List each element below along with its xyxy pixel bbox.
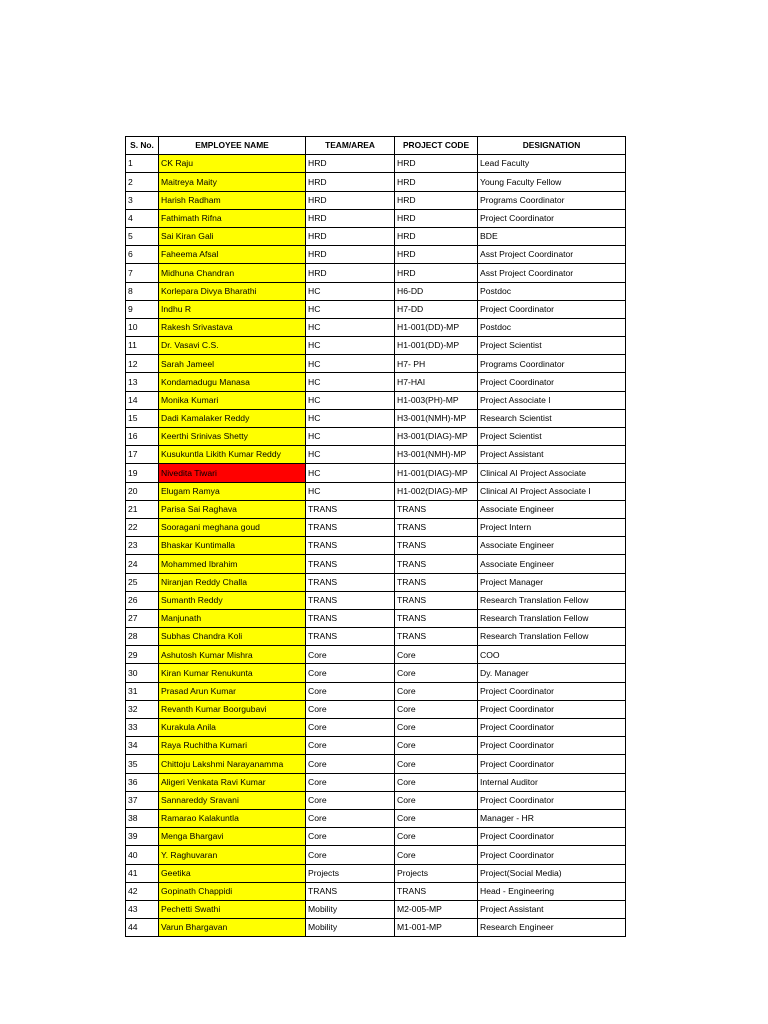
cell-employee-name: Varun Bhargavan (159, 919, 306, 937)
cell-team-area: HRD (306, 155, 395, 173)
cell-employee-name: Monika Kumari (159, 391, 306, 409)
cell-sno: 44 (126, 919, 159, 937)
cell-designation: Asst Project Coordinator (478, 264, 626, 282)
cell-team-area: HRD (306, 227, 395, 245)
cell-team-area: TRANS (306, 555, 395, 573)
cell-team-area: TRANS (306, 609, 395, 627)
cell-sno: 35 (126, 755, 159, 773)
cell-team-area: Core (306, 773, 395, 791)
cell-designation: Project Coordinator (478, 737, 626, 755)
table-row (126, 609, 626, 627)
cell-designation: Clinical AI Project Associate I (478, 482, 626, 500)
cell-project-code: HRD (395, 246, 478, 264)
cell-team-area: HC (306, 355, 395, 373)
cell-designation: Manager - HR (478, 809, 626, 827)
cell-sno: 24 (126, 555, 159, 573)
cell-designation: Associate Engineer (478, 537, 626, 555)
cell-employee-name: Rakesh Srivastava (159, 318, 306, 336)
cell-employee-name: Sarah Jameel (159, 355, 306, 373)
cell-designation: Project Coordinator (478, 700, 626, 718)
cell-sno: 8 (126, 282, 159, 300)
table-row (126, 591, 626, 609)
column-header-team-area: TEAM/AREA (306, 137, 395, 155)
cell-team-area: HC (306, 409, 395, 427)
cell-project-code: H1-001(DD)-MP (395, 318, 478, 336)
cell-employee-name: Menga Bhargavi (159, 828, 306, 846)
table-row (126, 755, 626, 773)
cell-employee-name: CK Raju (159, 155, 306, 173)
cell-employee-name: Keerthi Srinivas Shetty (159, 428, 306, 446)
cell-project-code: HRD (395, 191, 478, 209)
table-row (126, 246, 626, 264)
table-row (126, 409, 626, 427)
table-row (126, 646, 626, 664)
cell-designation: Research Engineer (478, 919, 626, 937)
cell-team-area: HC (306, 337, 395, 355)
cell-sno: 26 (126, 591, 159, 609)
table-row (126, 373, 626, 391)
cell-designation: Postdoc (478, 318, 626, 336)
cell-employee-name: Kiran Kumar Renukunta (159, 664, 306, 682)
cell-sno: 27 (126, 609, 159, 627)
header-row (126, 137, 626, 155)
table-row (126, 882, 626, 900)
cell-team-area: HRD (306, 191, 395, 209)
cell-project-code: H6-DD (395, 282, 478, 300)
cell-sno: 41 (126, 864, 159, 882)
cell-sno: 23 (126, 537, 159, 555)
cell-project-code: TRANS (395, 518, 478, 536)
table-row (126, 227, 626, 245)
cell-team-area: HC (306, 446, 395, 464)
cell-sno: 38 (126, 809, 159, 827)
cell-sno: 11 (126, 337, 159, 355)
cell-employee-name: Ramarao Kalakuntla (159, 809, 306, 827)
cell-designation: Research Scientist (478, 409, 626, 427)
cell-team-area: Core (306, 755, 395, 773)
cell-employee-name: Gopinath Chappidi (159, 882, 306, 900)
table-row (126, 682, 626, 700)
cell-designation: Postdoc (478, 282, 626, 300)
table-row (126, 828, 626, 846)
cell-team-area: TRANS (306, 882, 395, 900)
cell-employee-name: Pechetti Swathi (159, 900, 306, 918)
cell-designation: Programs Coordinator (478, 191, 626, 209)
cell-designation: Research Translation Fellow (478, 609, 626, 627)
cell-team-area: HRD (306, 246, 395, 264)
cell-sno: 31 (126, 682, 159, 700)
cell-project-code: H7-HAI (395, 373, 478, 391)
cell-employee-name: Sannareddy Sravani (159, 791, 306, 809)
cell-team-area: HC (306, 391, 395, 409)
table-row (126, 846, 626, 864)
cell-sno: 1 (126, 155, 159, 173)
cell-designation: Project(Social Media) (478, 864, 626, 882)
cell-team-area: HRD (306, 173, 395, 191)
cell-project-code: H3-001(NMH)-MP (395, 446, 478, 464)
cell-designation: Clinical AI Project Associate (478, 464, 626, 482)
cell-project-code: Core (395, 719, 478, 737)
cell-sno: 10 (126, 318, 159, 336)
cell-designation: Project Coordinator (478, 828, 626, 846)
cell-sno: 13 (126, 373, 159, 391)
cell-team-area: Core (306, 737, 395, 755)
cell-designation: Project Coordinator (478, 846, 626, 864)
table-row (126, 173, 626, 191)
table-header (126, 137, 626, 155)
cell-employee-name: Sumanth Reddy (159, 591, 306, 609)
table-row (126, 773, 626, 791)
cell-sno: 34 (126, 737, 159, 755)
cell-sno: 30 (126, 664, 159, 682)
table-row (126, 209, 626, 227)
cell-project-code: Projects (395, 864, 478, 882)
cell-team-area: TRANS (306, 628, 395, 646)
cell-project-code: HRD (395, 173, 478, 191)
cell-designation: Associate Engineer (478, 500, 626, 518)
cell-employee-name: Midhuna Chandran (159, 264, 306, 282)
table-row (126, 337, 626, 355)
cell-designation: Internal Auditor (478, 773, 626, 791)
cell-team-area: Core (306, 846, 395, 864)
table-row (126, 300, 626, 318)
cell-designation: Programs Coordinator (478, 355, 626, 373)
cell-team-area: TRANS (306, 500, 395, 518)
table-row (126, 446, 626, 464)
cell-team-area: Core (306, 682, 395, 700)
cell-designation: BDE (478, 227, 626, 245)
cell-project-code: H1-001(DIAG)-MP (395, 464, 478, 482)
cell-employee-name: Harish Radham (159, 191, 306, 209)
table-row (126, 919, 626, 937)
cell-sno: 20 (126, 482, 159, 500)
cell-employee-name: Indhu R (159, 300, 306, 318)
cell-designation: Project Intern (478, 518, 626, 536)
cell-team-area: HC (306, 482, 395, 500)
cell-project-code: Core (395, 846, 478, 864)
cell-sno: 19 (126, 464, 159, 482)
cell-project-code: TRANS (395, 591, 478, 609)
table-row (126, 482, 626, 500)
cell-designation: Project Coordinator (478, 300, 626, 318)
table-row (126, 791, 626, 809)
cell-project-code: M2-005-MP (395, 900, 478, 918)
cell-sno: 4 (126, 209, 159, 227)
cell-employee-name: Geetika (159, 864, 306, 882)
cell-employee-name: Raya Ruchitha Kumari (159, 737, 306, 755)
cell-employee-name: Kondamadugu Manasa (159, 373, 306, 391)
table-row (126, 664, 626, 682)
table-row (126, 537, 626, 555)
cell-sno: 3 (126, 191, 159, 209)
table-row (126, 700, 626, 718)
table-row (126, 555, 626, 573)
cell-project-code: H3-001(DIAG)-MP (395, 428, 478, 446)
cell-project-code: TRANS (395, 555, 478, 573)
cell-employee-name: Elugam Ramya (159, 482, 306, 500)
cell-employee-name: Manjunath (159, 609, 306, 627)
cell-project-code: M1-001-MP (395, 919, 478, 937)
cell-sno: 40 (126, 846, 159, 864)
table-row (126, 264, 626, 282)
cell-sno: 12 (126, 355, 159, 373)
table-row (126, 318, 626, 336)
table-row (126, 282, 626, 300)
cell-team-area: HC (306, 428, 395, 446)
cell-designation: Project Assistant (478, 446, 626, 464)
cell-team-area: HC (306, 300, 395, 318)
cell-designation: Project Coordinator (478, 682, 626, 700)
cell-sno: 32 (126, 700, 159, 718)
cell-designation: Project Coordinator (478, 209, 626, 227)
cell-sno: 37 (126, 791, 159, 809)
cell-designation: Associate Engineer (478, 555, 626, 573)
cell-project-code: Core (395, 664, 478, 682)
cell-sno: 21 (126, 500, 159, 518)
cell-team-area: HRD (306, 209, 395, 227)
cell-employee-name: Dadi Kamalaker Reddy (159, 409, 306, 427)
cell-team-area: HC (306, 373, 395, 391)
cell-employee-name: Aligeri Venkata Ravi Kumar (159, 773, 306, 791)
cell-designation: Dy. Manager (478, 664, 626, 682)
cell-sno: 2 (126, 173, 159, 191)
cell-designation: Head - Engineering (478, 882, 626, 900)
cell-sno: 28 (126, 628, 159, 646)
cell-employee-name: Dr. Vasavi C.S. (159, 337, 306, 355)
cell-team-area: Projects (306, 864, 395, 882)
cell-sno: 39 (126, 828, 159, 846)
cell-sno: 17 (126, 446, 159, 464)
table-row (126, 900, 626, 918)
cell-project-code: Core (395, 809, 478, 827)
cell-employee-name: Sooragani meghana goud (159, 518, 306, 536)
cell-team-area: Mobility (306, 900, 395, 918)
cell-employee-name: Ashutosh Kumar Mishra (159, 646, 306, 664)
cell-designation: Project Coordinator (478, 719, 626, 737)
cell-designation: Project Assistant (478, 900, 626, 918)
cell-employee-name: Bhaskar Kuntimalla (159, 537, 306, 555)
cell-team-area: TRANS (306, 537, 395, 555)
cell-project-code: H3-001(NMH)-MP (395, 409, 478, 427)
cell-project-code: H1-001(DD)-MP (395, 337, 478, 355)
cell-employee-name: Maitreya Maity (159, 173, 306, 191)
cell-sno: 9 (126, 300, 159, 318)
cell-sno: 22 (126, 518, 159, 536)
cell-employee-name: Nivedita Tiwari (159, 464, 306, 482)
cell-team-area: Core (306, 809, 395, 827)
cell-employee-name: Sai Kiran Gali (159, 227, 306, 245)
table-row (126, 464, 626, 482)
table-row (126, 355, 626, 373)
cell-employee-name: Parisa Sai Raghava (159, 500, 306, 518)
cell-employee-name: Korlepara Divya Bharathi (159, 282, 306, 300)
cell-sno: 7 (126, 264, 159, 282)
table-row (126, 628, 626, 646)
cell-team-area: TRANS (306, 591, 395, 609)
cell-designation: Asst Project Coordinator (478, 246, 626, 264)
cell-team-area: Core (306, 664, 395, 682)
table-body (126, 155, 626, 937)
cell-sno: 43 (126, 900, 159, 918)
cell-designation: Research Translation Fellow (478, 628, 626, 646)
cell-designation: Project Coordinator (478, 373, 626, 391)
table-row (126, 428, 626, 446)
cell-project-code: TRANS (395, 882, 478, 900)
cell-designation: Project Scientist (478, 428, 626, 446)
table-row (126, 155, 626, 173)
cell-designation: COO (478, 646, 626, 664)
table-row (126, 191, 626, 209)
cell-project-code: TRANS (395, 537, 478, 555)
cell-sno: 15 (126, 409, 159, 427)
cell-designation: Project Coordinator (478, 755, 626, 773)
cell-team-area: Core (306, 646, 395, 664)
cell-project-code: TRANS (395, 573, 478, 591)
cell-project-code: TRANS (395, 609, 478, 627)
cell-project-code: Core (395, 737, 478, 755)
cell-employee-name: Subhas Chandra Koli (159, 628, 306, 646)
cell-team-area: HC (306, 282, 395, 300)
cell-project-code: H7-DD (395, 300, 478, 318)
cell-sno: 42 (126, 882, 159, 900)
cell-project-code: Core (395, 755, 478, 773)
cell-employee-name: Mohammed Ibrahim (159, 555, 306, 573)
cell-employee-name: Kurakula Anila (159, 719, 306, 737)
cell-sno: 36 (126, 773, 159, 791)
employee-table (125, 136, 626, 937)
cell-team-area: TRANS (306, 573, 395, 591)
cell-team-area: HC (306, 318, 395, 336)
cell-sno: 33 (126, 719, 159, 737)
cell-project-code: H1-002(DIAG)-MP (395, 482, 478, 500)
cell-team-area: HC (306, 464, 395, 482)
cell-employee-name: Prasad Arun Kumar (159, 682, 306, 700)
table-row (126, 518, 626, 536)
cell-designation: Project Manager (478, 573, 626, 591)
cell-project-code: Core (395, 828, 478, 846)
cell-project-code: TRANS (395, 628, 478, 646)
cell-project-code: Core (395, 700, 478, 718)
table-row (126, 737, 626, 755)
cell-team-area: Core (306, 719, 395, 737)
cell-team-area: Core (306, 791, 395, 809)
table-row (126, 864, 626, 882)
cell-employee-name: Y. Raghuvaran (159, 846, 306, 864)
cell-team-area: Mobility (306, 919, 395, 937)
table-row (126, 719, 626, 737)
cell-sno: 25 (126, 573, 159, 591)
cell-project-code: HRD (395, 227, 478, 245)
cell-project-code: Core (395, 682, 478, 700)
cell-designation: Lead Faculty (478, 155, 626, 173)
cell-project-code: Core (395, 773, 478, 791)
cell-team-area: Core (306, 700, 395, 718)
cell-team-area: TRANS (306, 518, 395, 536)
cell-project-code: HRD (395, 155, 478, 173)
cell-designation: Project Coordinator (478, 791, 626, 809)
column-header-sno: S. No. (126, 137, 159, 155)
cell-team-area: Core (306, 828, 395, 846)
column-header-employee-name: EMPLOYEE NAME (159, 137, 306, 155)
cell-designation: Project Scientist (478, 337, 626, 355)
cell-sno: 5 (126, 227, 159, 245)
cell-employee-name: Faheema Afsal (159, 246, 306, 264)
cell-project-code: H1-003(PH)-MP (395, 391, 478, 409)
cell-employee-name: Revanth Kumar Boorgubavi (159, 700, 306, 718)
cell-project-code: HRD (395, 209, 478, 227)
cell-sno: 6 (126, 246, 159, 264)
cell-team-area: HRD (306, 264, 395, 282)
cell-sno: 16 (126, 428, 159, 446)
cell-project-code: H7- PH (395, 355, 478, 373)
column-header-project-code: PROJECT CODE (395, 137, 478, 155)
table-row (126, 391, 626, 409)
table-row (126, 500, 626, 518)
cell-designation: Young Faculty Fellow (478, 173, 626, 191)
cell-designation: Project Associate I (478, 391, 626, 409)
table-row (126, 809, 626, 827)
cell-employee-name: Niranjan Reddy Challa (159, 573, 306, 591)
column-header-designation: DESIGNATION (478, 137, 626, 155)
cell-project-code: TRANS (395, 500, 478, 518)
cell-employee-name: Fathimath Rifna (159, 209, 306, 227)
cell-employee-name: Chittoju Lakshmi Narayanamma (159, 755, 306, 773)
cell-employee-name: Kusukuntla Likith Kumar Reddy (159, 446, 306, 464)
table-row (126, 573, 626, 591)
cell-project-code: Core (395, 646, 478, 664)
cell-project-code: Core (395, 791, 478, 809)
cell-sno: 29 (126, 646, 159, 664)
cell-project-code: HRD (395, 264, 478, 282)
cell-designation: Research Translation Fellow (478, 591, 626, 609)
cell-sno: 14 (126, 391, 159, 409)
